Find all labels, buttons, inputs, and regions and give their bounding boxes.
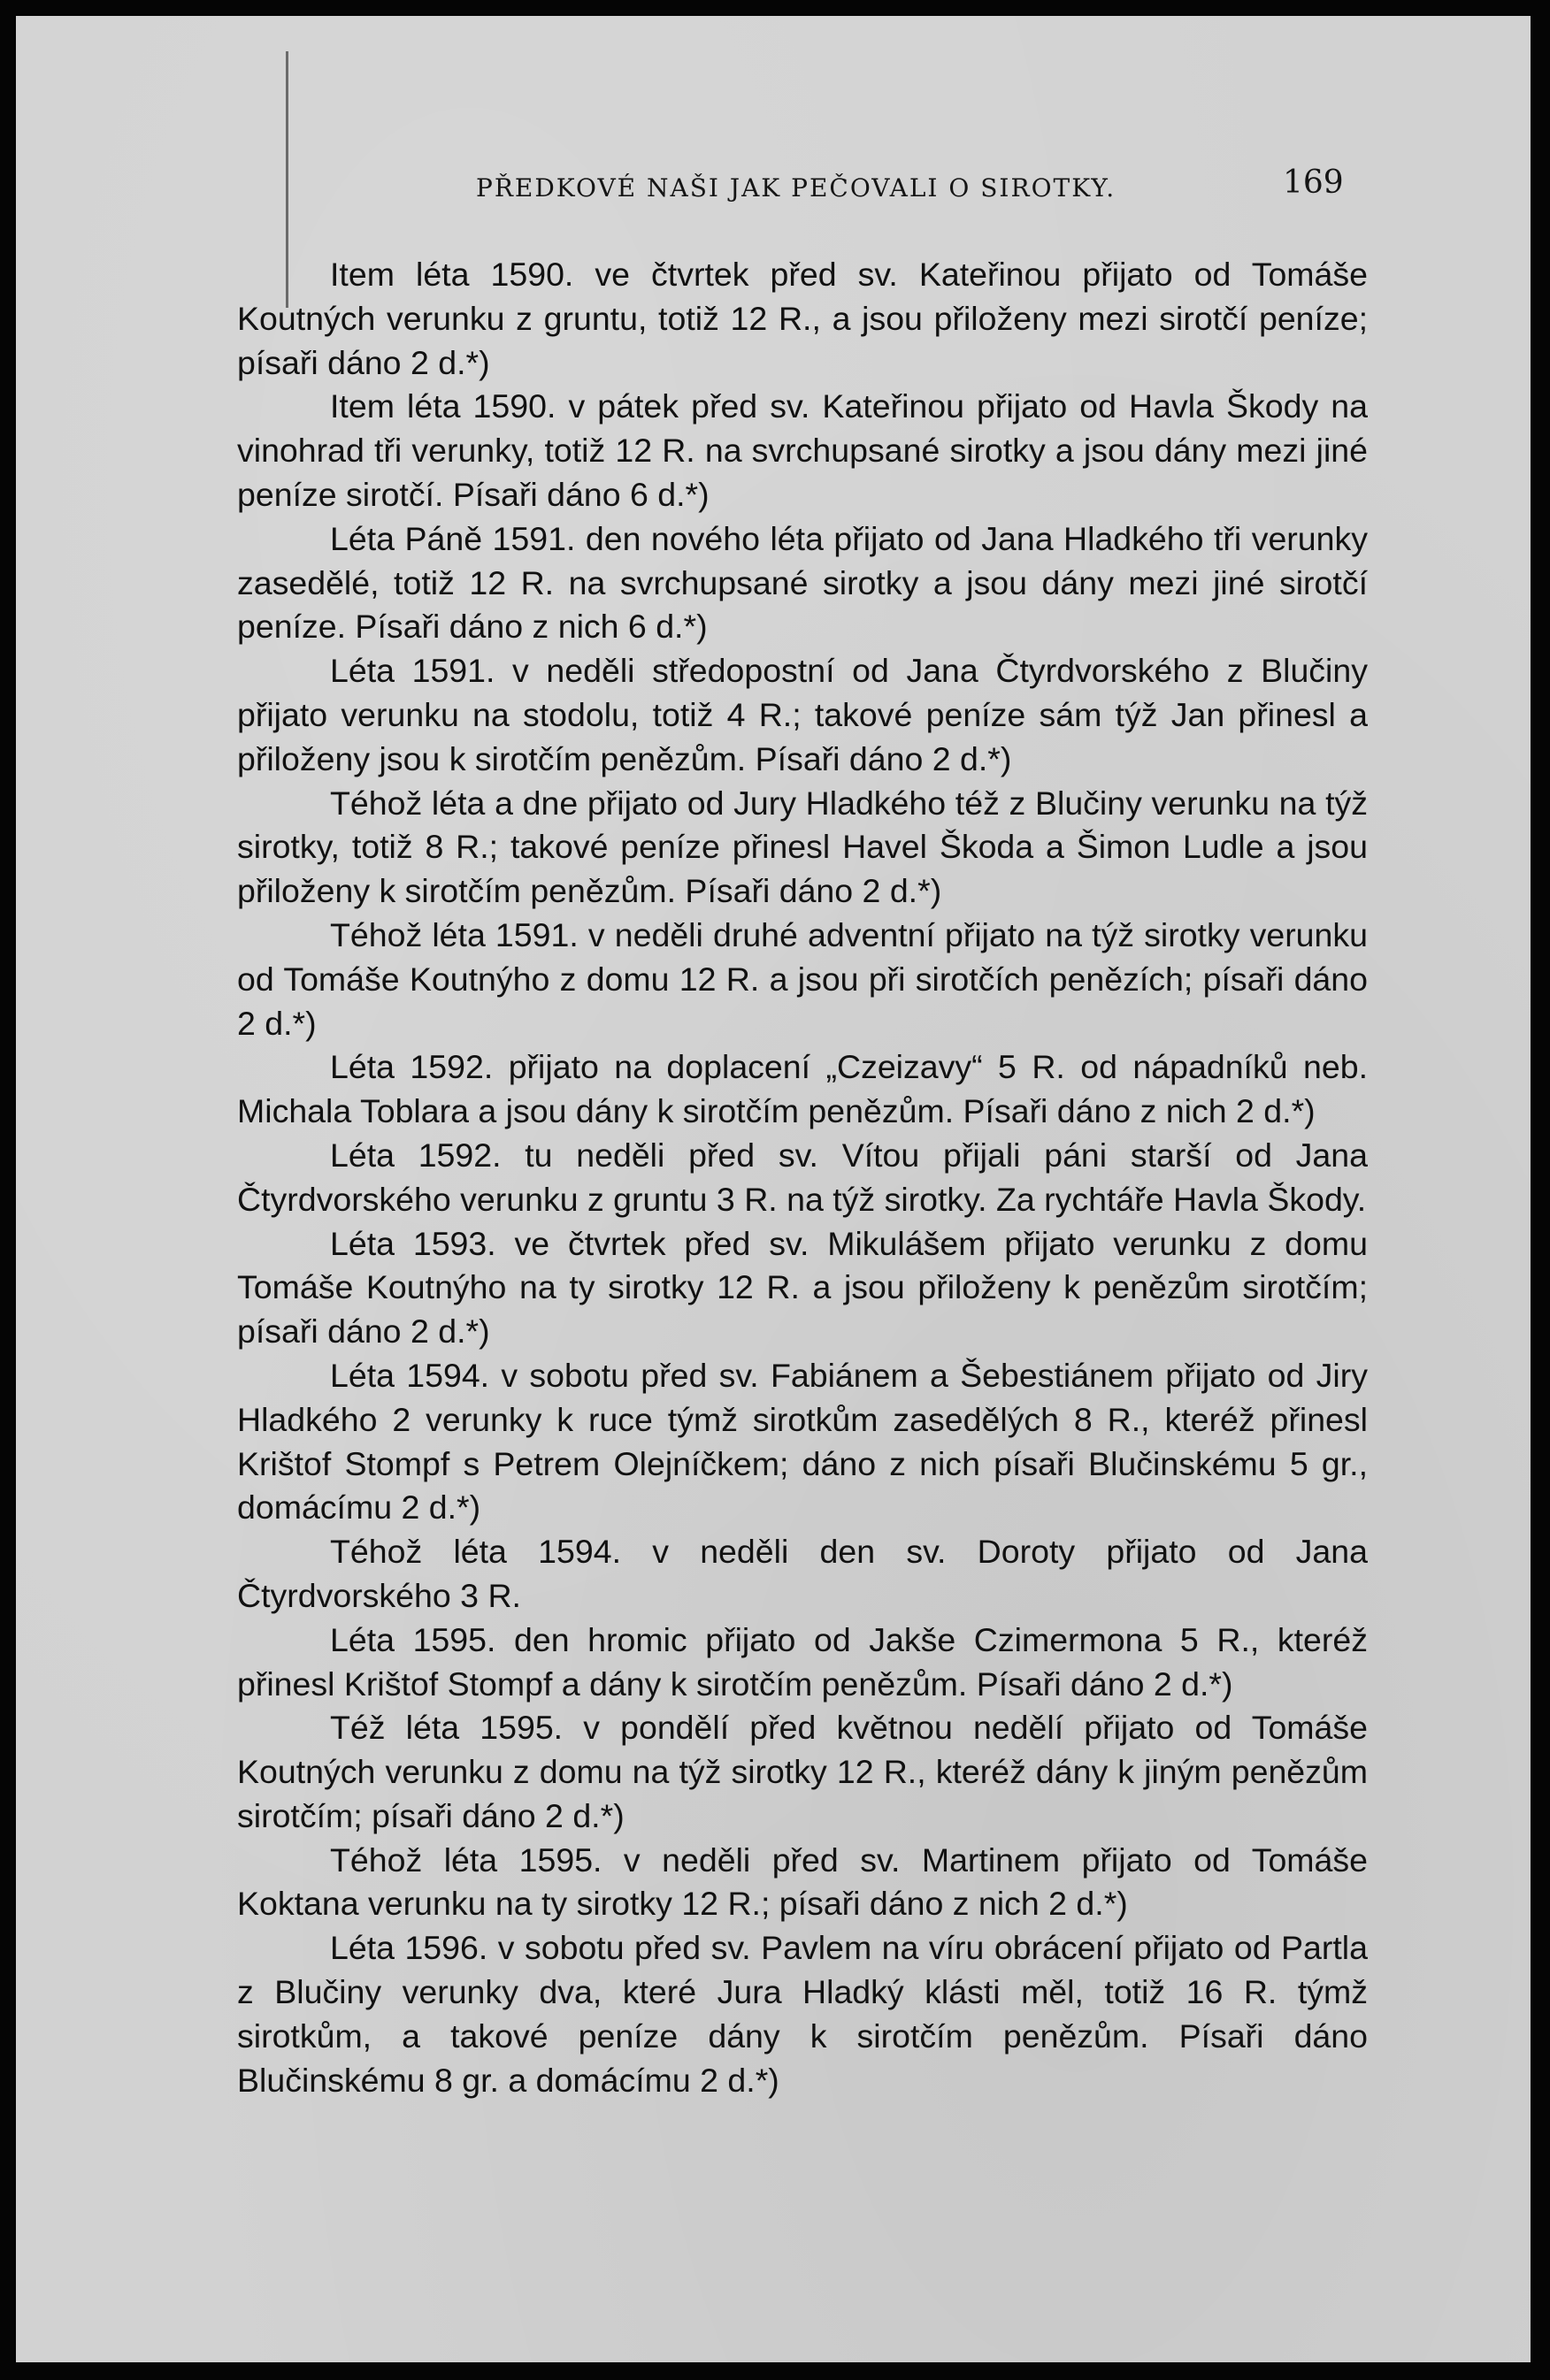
paragraph: Léta 1594. v sobotu před sv. Fabiánem a Šebestiánem přijato od Jiry Hladkého 2 verunky k ruce týmž sirotkům zasedělých 8 R., kteréž přinesl Krištof Stompf s Petrem Olejníčkem; dáno z nich písaři Blučinskému 5 gr., domácímu 2 d.*)	[237, 1356, 1368, 1527]
paragraph: Téhož léta 1595. v neděli před sv. Martinem přijato od Tomáše Koktana verunku na ty sirotky 12 R.; písaři dáno z nich 2 d.*)	[237, 1840, 1368, 1923]
paragraph: Item léta 1590. ve čtvrtek před sv. Kateřinou přijato od Tomáše Koutných verunku z gruntu, totiž 12 R., a jsou přiloženy mezi sirotčí peníze; písaři dáno 2 d.*)	[237, 256, 1368, 381]
paragraph: Léta 1596. v sobotu před sv. Pavlem na víru obrácení přijato od Partla z Blučiny verunky dva, které Jura Hladký klásti měl, totiž 16 R. týmž sirotkům, a takové peníze dány k sirotčím penězům. Písaři dáno Blučinskému 8 gr. a domácímu 2 d.*)	[237, 1929, 1368, 2099]
body-text	[237, 253, 1368, 2102]
paragraph: Téhož léta 1594. v neděli den sv. Doroty přijato od Jana Čtyrdvorského 3 R.	[237, 1533, 1368, 1614]
paragraph: Téhož léta a dne přijato od Jury Hladkého též z Blučiny verunku na týž sirotky, totiž 8 R.; takové peníze přinesl Havel Škoda a Šimon Ludle a jsou přiloženy k sirotčím penězům. Písaři dáno 2 d.*)	[237, 784, 1368, 910]
paragraph: Léta 1591. v neděli středopostní od Jana Čtyrdvorského z Blučiny přijato verunku na stodolu, totiž 4 R.; takové peníze sám týž Jan přinesl a přiloženy jsou k sirotčím penězům. Písaři dáno 2 d.*)	[237, 652, 1368, 777]
page-header	[16, 165, 1531, 218]
paragraph: Léta Páně 1591. den nového léta přijato od Jana Hladkého tři verunky zasedělé, totiž 12 R. na svrchupsané sirotky a jsou dány mezi jiné sirotčí peníze. Písaři dáno z nich 6 d.*)	[237, 519, 1368, 646]
running-title: PŘEDKOVÉ NAŠI JAK PEČOVALI O SIROTKY.	[476, 173, 1116, 203]
paragraph: Léta 1595. den hromic přijato od Jakše Czimermona 5 R., kteréž přinesl Krištof Stompf a dány k sirotčím penězům. Písaři dáno 2 d.*)	[237, 1620, 1368, 1703]
paragraph: Item léta 1590. v pátek před sv. Kateřinou přijato od Havla Škody na vinohrad tři verunky, totiž 12 R. na svrchupsané sirotky a jsou dány mezi jiné peníze sirotčí. Písaři dáno 6 d.*)	[237, 387, 1368, 513]
page-number: 169	[1283, 165, 1344, 201]
paragraph: Léta 1593. ve čtvrtek před sv. Mikulášem přijato verunku z domu Tomáše Koutnýho na ty sirotky 12 R. a jsou přiloženy k penězům sirotčím; písaři dáno 2 d.*)	[237, 1224, 1368, 1351]
paragraph: Téhož léta 1591. v neděli druhé adventní přijato na týž sirotky verunku od Tomáše Koutnýho z domu 12 R. a jsou při sirotčích penězích; písaři dáno 2 d.*)	[237, 915, 1368, 1042]
paragraph: Léta 1592. tu neděli před sv. Vítou přijali páni starší od Jana Čtyrdvorského verunku z gruntu 3 R. na týž sirotky. Za rychtáře Havla Škody.	[237, 1136, 1368, 1218]
paragraph: Léta 1592. přijato na doplacení „Czeizavy“ 5 R. od nápadníků neb. Michala Toblara a jsou dány k sirotčím penězům. Písaři dáno z nich 2 d.*)	[237, 1048, 1368, 1130]
book-page	[16, 16, 1531, 2362]
paragraph: Též léta 1595. v pondělí před květnou nedělí přijato od Tomáše Koutných verunku z domu na týž sirotky 12 R., kteréž dány k jiným penězům sirotčím; písaři dáno 2 d.*)	[237, 1709, 1368, 1834]
